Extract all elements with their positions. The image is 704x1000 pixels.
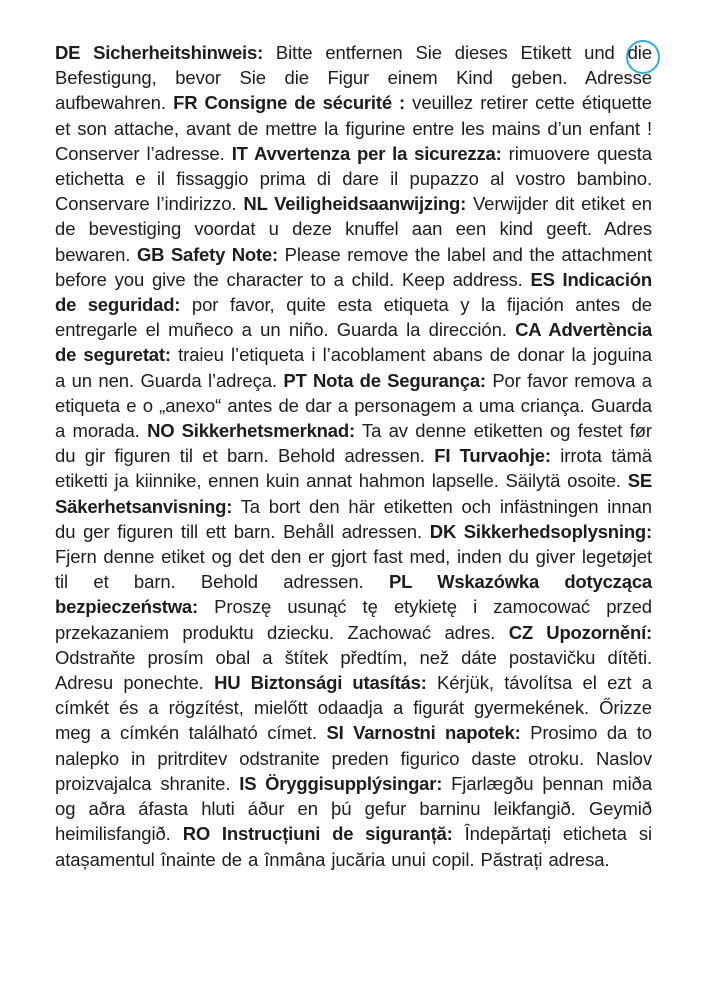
language-label: SI Varnostni napotek: [326,722,521,744]
language-label: PT Nota de Segurança: [283,369,486,391]
language-label: FI Turvaohje: [434,445,551,467]
language-label: CA Advertència de seguretat: [55,319,652,366]
language-label: PL Wskazówka dotycząca bezpieczeństwa: [55,571,652,618]
language-label: RO Instrucțiuni de siguranță: [182,823,453,845]
language-label: DE Sicherheitshinweis: [55,42,264,63]
language-label: GB Safety Note: [136,243,278,265]
language-label: DK Sikkerhedsoplysning: [429,520,652,542]
language-label: HU Biztonsági utasítás: [214,672,427,694]
language-label: FR Consigne de sécurité : [173,92,405,114]
safety-notes-paragraph: DE Sicherheitshinweis: Bitte entfernen Sie dieses Etikett und die Befestigung, bevor Sie die Figur einem Kind geben. Adresse aufbewahren. FR Consigne de sécurité : veuillez retirer cette étiquette et son attache, avant de mettre la figurine entre les mains d’un enfant ! Conserver l’adresse. IT Avvertenza per la sicurezza: rimuovere questa etichetta e il fissaggio prima di dare il pupazzo al vostro bambino. Conservare l’indirizzo. NL Veiligheidsaanwijzing: Verwijder dit etiket en de bevestiging voordat u deze knuffel aan een kind geeft. Adres bewaren. GB Safety Note: Please remove the label and the attachment before you give the character to a child. Keep address. ES Indicación de seguridad: por favor, quite esta etiqueta y la fijación antes de entregarle el muñeco a un niño. Guarda la dirección. CA Advertència de seguretat: traieu l’etiqueta i l’acoblament abans de donar la joguina a un nen. Guarda l’adreça. PT Nota de Segurança: Por favor remova a etiqueta e o „anexo“ antes de dar a personagem a uma criança. Guarda a morada. NO Sikkerhetsmerknad: Ta av denne etiketten og festet før du gir figuren til et barn. Behold adressen. FI Turvaohje: irrota tämä etiketti ja kiinnike, ennen kuin annat hahmon lapselle. Säilytä osoite. SE Säkerhetsanvisning: Ta bort den här etiketten och infästningen innan du ger figuren till ett barn. Behåll adressen. DK Sikkerhedsoplysning: Fjern denne etiket og det den er gjort fast med, inden du giver legetøjet til et barn. Behold adressen. PL Wskazówka dotycząca bezpieczeństwa: Proszę usunąć tę etykietę i zamocować przed przekazaniem produktu dziecku. Zachować adres. CZ Upozornění: Odstraňte prosím obal a štítek předtím, než dáte postavičku dítěti. Adresu ponechte. HU Biztonsági utasítás: Kérjük, távolítsa el ezt a címkét és a rögzítést, mielőtt odaadja a figurát gyermekének. Őrizze meg a címkén található címet. SI Varnostni napotek: Prosimo da to nalepko in pritrditev odstranite preden figurico daste otroku. Naslov proizvajalca shranite. IS Öryggisupplýsingar: Fjarlægðu þennan miða og aðra áfasta hluti áður en þú gefur barninu leikfangið. Geymið heimilisfangið. RO Instrucțiuni de siguranță: Îndepărtați eticheta si atașamentul înainte de a înmâna jucăria unui copil. Păstrați adresa. [55,42,653,870]
language-label: ES Indicación de seguridad: [55,268,652,316]
language-label: NL Veiligheidsaanwijzing: [243,193,467,215]
language-label: CZ Upozornění: [508,621,652,643]
language-label: IS Öryggisupplýsingar: [239,772,443,794]
language-label: NO Sikkerhetsmerknad: [147,420,355,442]
language-label: SE Säkerhetsanvisning: [55,470,652,517]
language-label: IT Avvertenza per la sicurezza: [231,142,502,164]
